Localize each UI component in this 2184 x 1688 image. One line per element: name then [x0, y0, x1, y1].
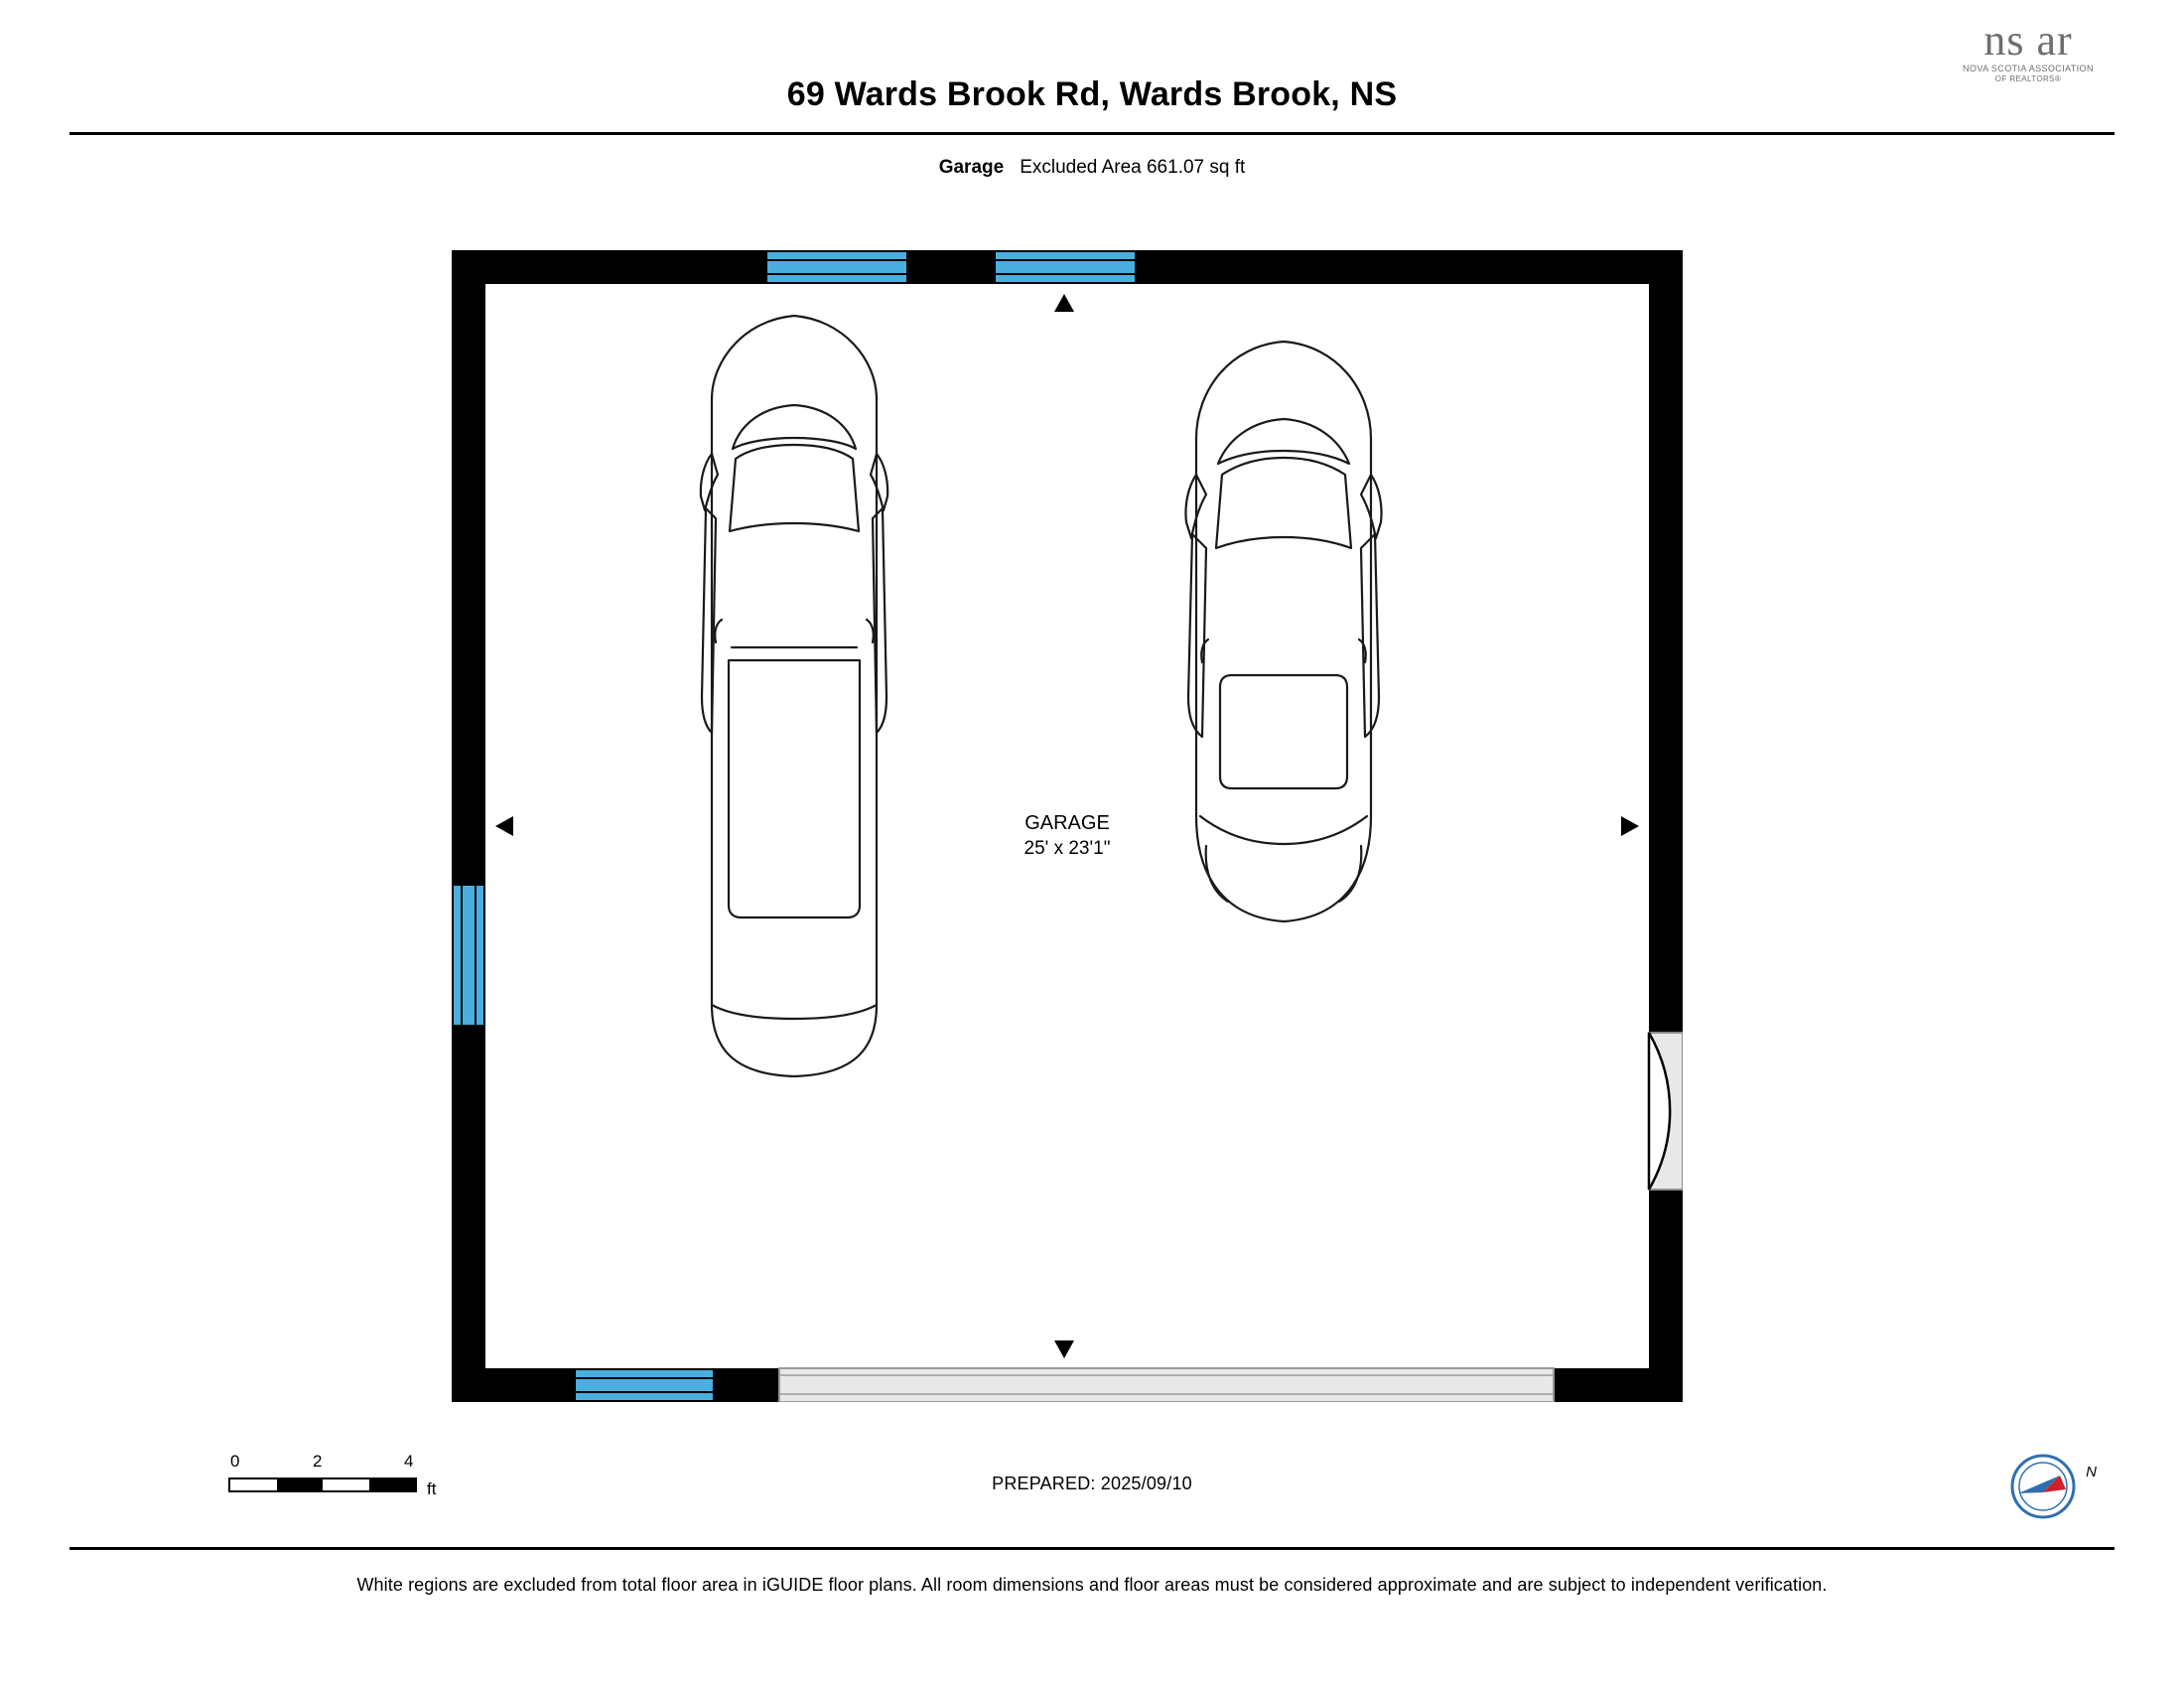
prepared-date: PREPARED: 2025/09/10 [992, 1474, 1192, 1493]
header-divider [69, 132, 2115, 135]
room-dimensions-label: 25' x 23'1" [1024, 838, 1111, 859]
compass-north-label: N [2086, 1464, 2097, 1480]
scale-tick-2: 2 [313, 1452, 323, 1471]
window-top-left [767, 250, 906, 284]
logo-subtitle-line1: NOVA SCOTIA ASSOCIATION [1963, 64, 2094, 73]
footer-divider [69, 1547, 2115, 1550]
window-bottom-left [576, 1368, 713, 1402]
swing-door-right [1649, 1033, 1683, 1190]
scale-tick-4: 4 [404, 1452, 414, 1471]
page-title: 69 Wards Brook Rd, Wards Brook, NS [786, 75, 1398, 113]
floor-label: Garage [938, 157, 1005, 178]
scale-tick-labels [111, 1452, 414, 1474]
window-left [452, 886, 485, 1025]
room-name-label: GARAGE [1024, 812, 1110, 834]
scale-unit-label: ft [427, 1479, 437, 1498]
floor-subtitle [0, 157, 2184, 179]
disclaimer-text: White regions are excluded from total floor area in iGUIDE floor plans. All room dimensions and floor areas must be considered approximate and are subject to independent verification. [356, 1575, 1828, 1595]
garage-door-bottom [779, 1368, 1554, 1402]
excluded-area-value: Excluded Area 661.07 sq ft [1020, 157, 1246, 178]
compass-rose [1998, 1448, 2097, 1525]
logo-wordmark: ns ar [1983, 16, 2073, 65]
logo-subtitle-line2: OF REALTORS® [1994, 74, 2062, 83]
floorplan [452, 250, 1683, 1402]
scale-tick-0: 0 [230, 1452, 240, 1471]
window-top-right [996, 250, 1135, 284]
